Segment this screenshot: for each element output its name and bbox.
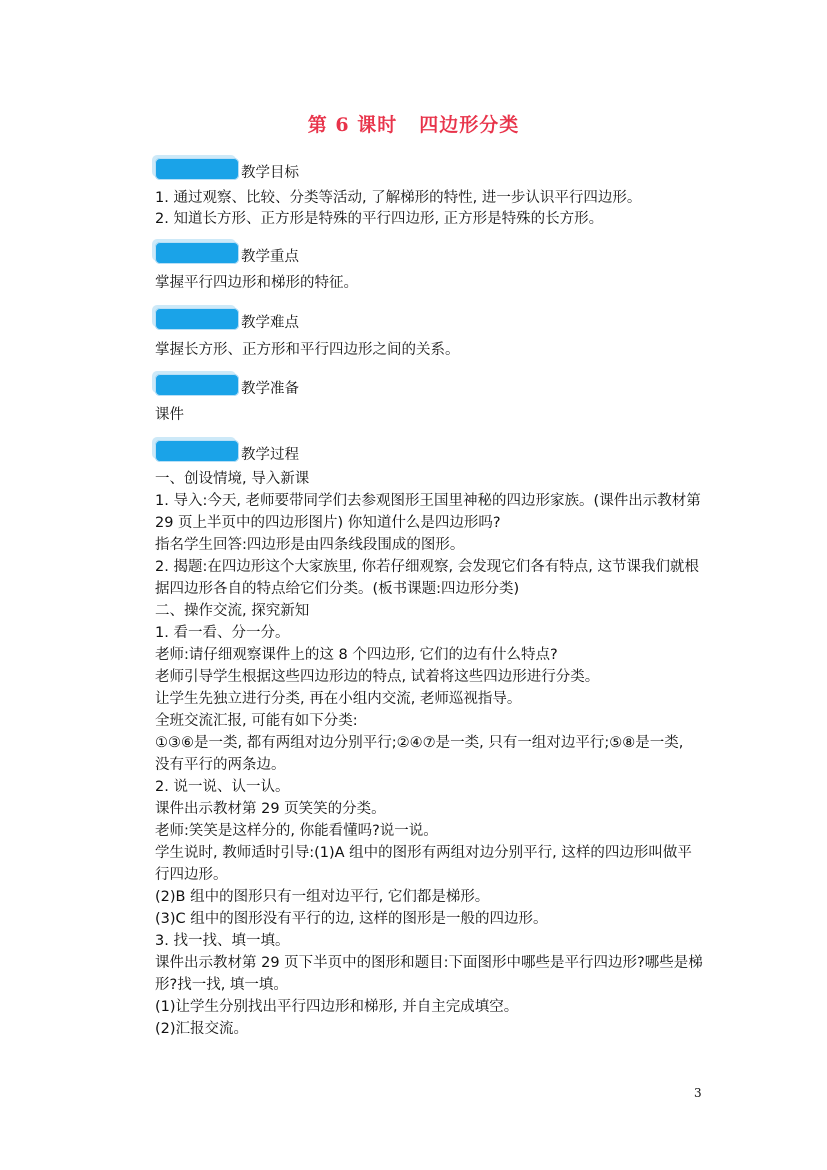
difficulty-text: 掌握长方形、正方形和平行四边形之间的关系。 <box>155 342 460 358</box>
process-line: 老师:请仔细观察课件上的这 8 个四边形, 它们的边有什么特点? <box>155 647 558 663</box>
process-line: 让学生先独立进行分类, 再在小组内交流, 老师巡视指导。 <box>155 691 522 707</box>
process-line: (1)让学生分别找出平行四边形和梯形, 并自主完成填空。 <box>155 999 519 1015</box>
process-line: 全班交流汇报, 可能有如下分类: <box>155 713 358 729</box>
goal-item: 1. 通过观察、比较、分类等活动, 了解梯形的特性, 进一步认识平行四边形。 <box>155 190 642 206</box>
section-header-goals <box>155 152 299 182</box>
process-line: 形?找一找, 填一填。 <box>155 977 288 993</box>
section-header-difficulty <box>155 302 299 332</box>
section-badge <box>155 242 239 264</box>
process-line: 指名学生回答:四边形是由四条线段围成的图形。 <box>155 537 465 553</box>
process-line: 课件出示教材第 29 页笑笑的分类。 <box>155 801 386 817</box>
section-badge <box>155 158 239 180</box>
process-line: 学生说时, 教师适时引导:(1)A 组中的图形有两组对边分别平行, 这样的四边形叫做平 <box>155 845 692 861</box>
lesson-title <box>0 110 827 137</box>
process-heading: 二、操作交流, 探究新知 <box>155 603 310 619</box>
process-line: (3)C 组中的图形没有平行的边, 这样的图形是一般的四边形。 <box>155 911 548 927</box>
section-label: 教学准备 <box>241 381 299 397</box>
key-text: 掌握平行四边形和梯形的特征。 <box>155 275 358 291</box>
prep-text: 课件 <box>155 407 184 423</box>
section-label: 教学过程 <box>241 447 299 463</box>
process-line: 1. 看一看、分一分。 <box>155 625 290 641</box>
process-line: 29 页上半页中的四边形图片) 你知道什么是四边形吗? <box>155 515 501 531</box>
process-line: 3. 找一找、填一填。 <box>155 933 290 949</box>
process-heading: 一、创设情境, 导入新课 <box>155 471 310 487</box>
process-line: (2)B 组中的图形只有一组对边平行, 它们都是梯形。 <box>155 889 490 905</box>
section-badge <box>155 308 239 330</box>
process-line: (2)汇报交流。 <box>155 1021 249 1037</box>
page-number: 3 <box>694 1086 702 1100</box>
process-line: 1. 导入:今天, 老师要带同学们去参观图形王国里神秘的四边形家族。(课件出示教材第 <box>155 493 701 509</box>
section-label: 教学难点 <box>241 315 299 331</box>
process-line: ①③⑥是一类, 都有两组对边分别平行;②④⑦是一类, 只有一组对边平行;⑤⑧是一类, <box>155 735 684 751</box>
process-line: 老师:笑笑是这样分的, 你能看懂吗?说一说。 <box>155 823 438 839</box>
process-line: 2. 说一说、认一认。 <box>155 779 290 795</box>
section-header-process <box>155 434 299 464</box>
goal-item: 2. 知道长方形、正方形是特殊的平行四边形, 正方形是特殊的长方形。 <box>155 211 604 227</box>
process-line: 行四边形。 <box>155 867 228 883</box>
lesson-topic: 四边形分类 <box>419 114 520 136</box>
process-line: 据四边形各自的特点给它们分类。(板书课题:四边形分类) <box>155 581 520 597</box>
process-line: 没有平行的两条边。 <box>155 757 286 773</box>
section-header-key <box>155 236 299 266</box>
section-label: 教学重点 <box>241 249 299 265</box>
section-label: 教学目标 <box>241 165 299 181</box>
process-line: 2. 揭题:在四边形这个大家族里, 你若仔细观察, 会发现它们各有特点, 这节课我们就根 <box>155 559 699 575</box>
section-header-prep <box>155 368 299 398</box>
process-line: 课件出示教材第 29 页下半页中的图形和题目:下面图形中哪些是平行四边形?哪些是梯 <box>155 955 703 971</box>
lesson-number: 第 6 课时 <box>307 114 398 136</box>
section-badge <box>155 374 239 396</box>
process-line: 老师引导学生根据这些四边形边的特点, 试着将这些四边形进行分类。 <box>155 669 600 685</box>
section-badge <box>155 440 239 462</box>
